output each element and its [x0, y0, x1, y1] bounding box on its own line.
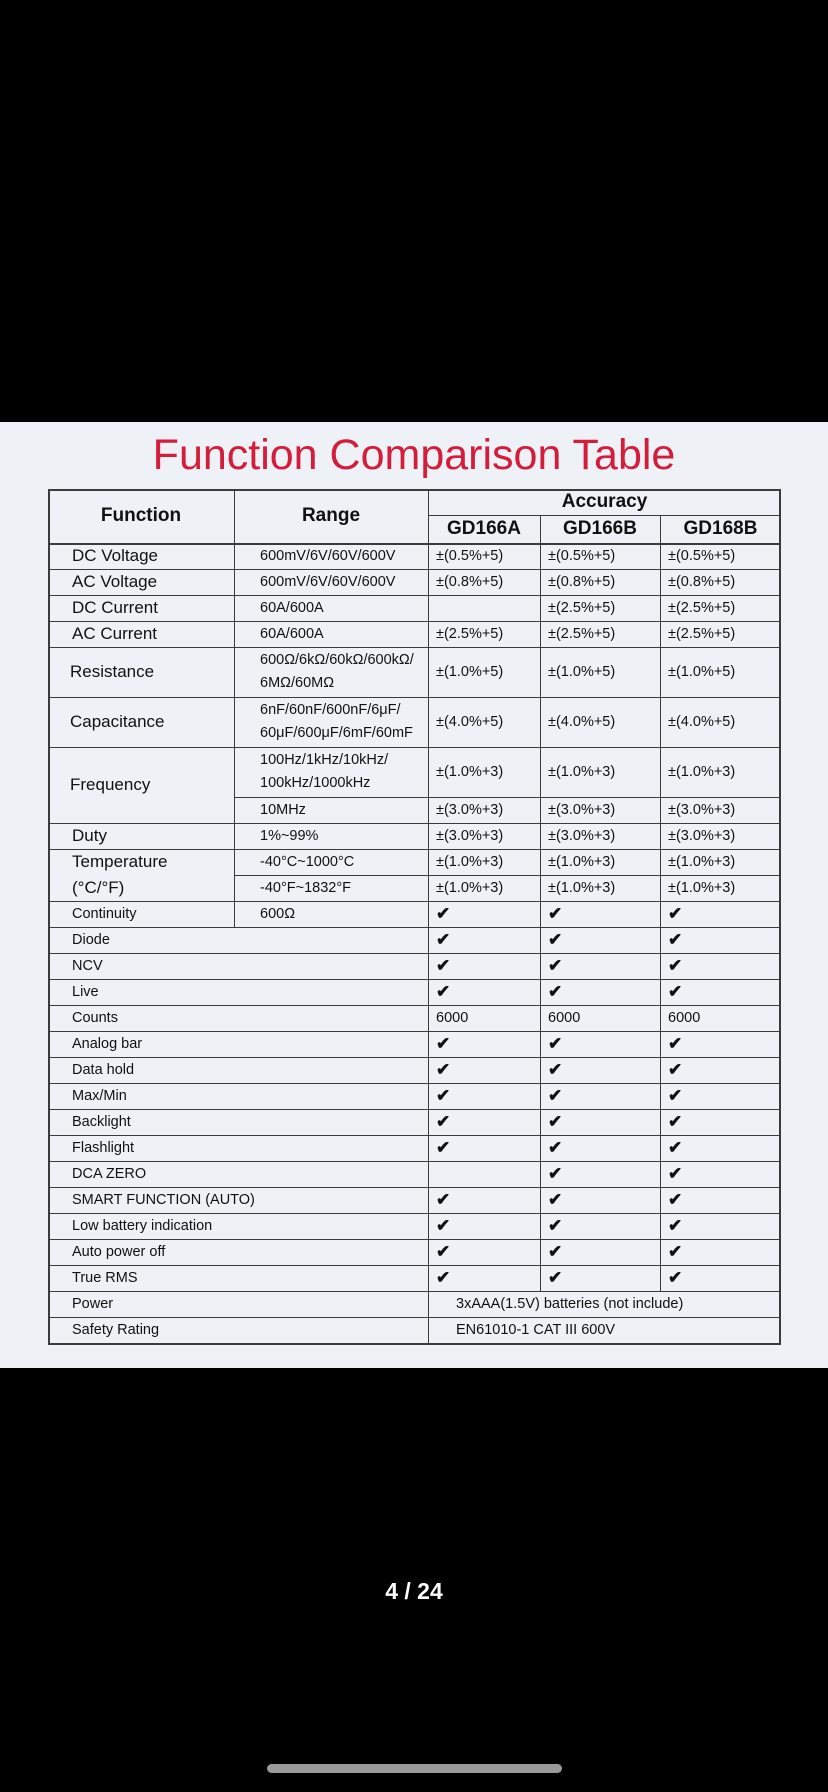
row-function-label: Duty [72, 826, 107, 845]
check-icon: ✔ [436, 1242, 451, 1261]
row-accuracy-value [428, 1161, 540, 1187]
row-function-label: Backlight [72, 1114, 131, 1130]
row-accuracy-value: ±(2.5%+5) [548, 626, 616, 642]
row-accuracy-value: ±(3.0%+3) [436, 828, 504, 844]
row-range: 1%~99% [260, 828, 319, 844]
check-icon: ✔ [548, 1268, 563, 1287]
row-function-label: Low battery indication [72, 1218, 213, 1234]
header-range: Range [301, 505, 361, 526]
check-icon: ✔ [436, 1268, 451, 1287]
row-span-value: 3xAAA(1.5V) batteries (not include) [456, 1296, 684, 1312]
row-accuracy-value: ±(1.0%+3) [548, 854, 616, 870]
row-accuracy-value: ±(1.0%+5) [436, 664, 504, 680]
row-accuracy-value: ±(0.5%+5) [548, 548, 616, 564]
check-icon: ✔ [436, 982, 451, 1001]
row-range-line-2: 60μF/600μF/6mF/60mF [260, 725, 413, 741]
row-range: 600Ω [260, 906, 296, 922]
check-icon: ✔ [668, 982, 683, 1001]
row-function-label: DC Voltage [72, 546, 158, 565]
row-accuracy-value: ±(1.0%+3) [548, 880, 616, 896]
row-range-line-1: 600Ω/6kΩ/60kΩ/600kΩ/ [260, 652, 414, 668]
comparison-table [48, 489, 781, 1352]
row-range: 10MHz [260, 802, 306, 818]
column-divider-range [234, 489, 235, 927]
row-accuracy-value: ±(1.0%+3) [436, 764, 504, 780]
page-indicator: 4 / 24 [385, 1578, 443, 1604]
check-icon: ✔ [668, 1164, 683, 1183]
row-accuracy-value: ±(2.5%+5) [548, 600, 616, 616]
row-function-label: Power [72, 1296, 114, 1312]
row-accuracy-value: ±(1.0%+5) [548, 664, 616, 680]
row-accuracy-value: ±(1.0%+3) [668, 880, 736, 896]
row-function-label: True RMS [72, 1270, 138, 1286]
row-function-label: DC Current [72, 598, 158, 617]
check-icon: ✔ [668, 1190, 683, 1209]
header-model-gd166b: GD166B [563, 518, 637, 539]
check-icon: ✔ [436, 1216, 451, 1235]
row-function-label: Data hold [72, 1062, 135, 1078]
row-accuracy-value: ±(0.8%+5) [548, 574, 616, 590]
check-icon: ✔ [668, 904, 683, 923]
row-range-line-1: 100Hz/1kHz/10kHz/ [260, 752, 389, 768]
check-icon: ✔ [548, 1086, 563, 1105]
row-function-label: Temperature [72, 852, 168, 871]
row-accuracy-value: ±(1.0%+5) [668, 664, 736, 680]
row-function-label: NCV [72, 958, 103, 974]
check-icon: ✔ [436, 1138, 451, 1157]
row-function-label: Safety Rating [72, 1322, 160, 1338]
row-function-label: Capacitance [70, 712, 165, 731]
check-icon: ✔ [668, 1060, 683, 1079]
row-function-label: Flashlight [72, 1140, 135, 1156]
check-icon: ✔ [668, 1034, 683, 1053]
row-range: 600mV/6V/60V/600V [260, 548, 396, 564]
row-function-label: Frequency [70, 775, 151, 794]
row-range-line-2: 100kHz/1000kHz [260, 775, 371, 791]
page-title: Function Comparison Table [152, 431, 676, 479]
row-accuracy-value: ±(0.5%+5) [436, 548, 504, 564]
header-function: Function [100, 505, 182, 526]
row-accuracy-value: ±(1.0%+3) [436, 854, 504, 870]
check-icon: ✔ [548, 1138, 563, 1157]
check-icon: ✔ [668, 930, 683, 949]
row-accuracy-value: ±(0.8%+5) [668, 574, 736, 590]
row-function-label: Analog bar [72, 1036, 143, 1052]
row-accuracy-value: ±(4.0%+5) [548, 714, 616, 730]
row-function-label: Max/Min [72, 1088, 127, 1104]
check-icon: ✔ [548, 930, 563, 949]
row-function-label: Resistance [70, 662, 155, 681]
row-function-label: (°C/°F) [72, 878, 125, 897]
row-accuracy-value: ±(1.0%+3) [548, 764, 616, 780]
check-icon: ✔ [436, 1086, 451, 1105]
header-model-gd168b: GD168B [683, 518, 758, 539]
row-accuracy-value: ±(1.0%+3) [668, 854, 736, 870]
header-accuracy: Accuracy [561, 491, 648, 512]
row-accuracy-value [428, 595, 540, 621]
row-function-label: SMART FUNCTION (AUTO) [72, 1192, 255, 1208]
row-accuracy-value: 6000 [548, 1010, 581, 1026]
table-left-border [48, 489, 50, 1344]
check-icon: ✔ [668, 1216, 683, 1235]
row-accuracy-value: ±(3.0%+3) [436, 802, 504, 818]
check-icon: ✔ [436, 1034, 451, 1053]
check-icon: ✔ [548, 956, 563, 975]
row-accuracy-value: ±(4.0%+5) [436, 714, 504, 730]
check-icon: ✔ [436, 904, 451, 923]
table-top-border [48, 489, 781, 491]
check-icon: ✔ [548, 1216, 563, 1235]
row-accuracy-value: ±(1.0%+3) [436, 880, 504, 896]
check-icon: ✔ [436, 930, 451, 949]
row-function-label: Continuity [72, 906, 137, 922]
row-function-label: Counts [72, 1010, 118, 1026]
column-divider-accuracy [428, 489, 429, 1343]
home-indicator-bar[interactable] [267, 1764, 562, 1773]
check-icon: ✔ [436, 956, 451, 975]
row-accuracy-value: 6000 [668, 1010, 701, 1026]
row-function-label: Live [72, 984, 99, 1000]
check-icon: ✔ [668, 1268, 683, 1287]
row-range-line-1: 6nF/60nF/600nF/6μF/ [260, 702, 401, 718]
row-span-value: EN61010-1 CAT III 600V [456, 1322, 616, 1338]
row-accuracy-value: ±(0.8%+5) [436, 574, 504, 590]
check-icon: ✔ [548, 1190, 563, 1209]
row-accuracy-value: ±(3.0%+3) [668, 802, 736, 818]
row-accuracy-value: ±(4.0%+5) [668, 714, 736, 730]
row-range: -40°C~1000°C [260, 854, 355, 870]
row-accuracy-value: ±(2.5%+5) [668, 600, 736, 616]
row-range-line-2: 6MΩ/60MΩ [260, 675, 335, 691]
check-icon: ✔ [548, 1242, 563, 1261]
row-accuracy-value: ±(1.0%+3) [668, 764, 736, 780]
row-range: 60A/600A [260, 600, 324, 616]
check-icon: ✔ [668, 956, 683, 975]
row-accuracy-value: ±(0.5%+5) [668, 548, 736, 564]
check-icon: ✔ [668, 1086, 683, 1105]
header-model-gd166a: GD166A [447, 518, 521, 539]
check-icon: ✔ [548, 1112, 563, 1131]
check-icon: ✔ [668, 1112, 683, 1131]
check-icon: ✔ [548, 904, 563, 923]
row-divider [48, 1343, 781, 1345]
check-icon: ✔ [548, 1060, 563, 1079]
row-function-label: Diode [72, 932, 110, 948]
column-divider-model [660, 515, 661, 1291]
check-icon: ✔ [668, 1138, 683, 1157]
row-accuracy-value: ±(3.0%+3) [548, 828, 616, 844]
row-accuracy-value: ±(2.5%+5) [668, 626, 736, 642]
check-icon: ✔ [668, 1242, 683, 1261]
header-divider [428, 515, 781, 516]
row-accuracy-value: ±(3.0%+3) [668, 828, 736, 844]
row-function-label: AC Current [72, 624, 158, 643]
row-function-label: Auto power off [72, 1244, 166, 1260]
check-icon: ✔ [548, 982, 563, 1001]
check-icon: ✔ [436, 1112, 451, 1131]
row-accuracy-value: 6000 [436, 1010, 469, 1026]
row-range: 600mV/6V/60V/600V [260, 574, 396, 590]
row-function-label: DCA ZERO [72, 1166, 147, 1182]
check-icon: ✔ [548, 1164, 563, 1183]
check-icon: ✔ [548, 1034, 563, 1053]
table-right-border [779, 489, 781, 1344]
row-accuracy-value: ±(3.0%+3) [548, 802, 616, 818]
check-icon: ✔ [436, 1190, 451, 1209]
row-range: 60A/600A [260, 626, 324, 642]
row-accuracy-value: ±(2.5%+5) [436, 626, 504, 642]
row-function-label: AC Voltage [72, 572, 158, 591]
column-divider-model [540, 515, 541, 1291]
check-icon: ✔ [436, 1060, 451, 1079]
row-range: -40°F~1832°F [260, 880, 351, 896]
